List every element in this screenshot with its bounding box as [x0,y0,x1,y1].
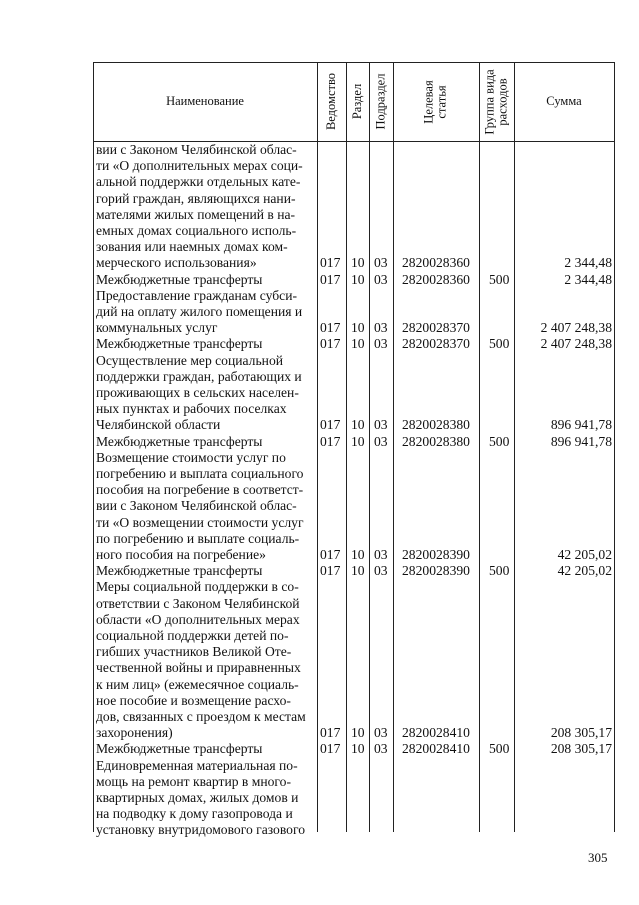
row-razdel: 10 [351,320,365,336]
row-vedomstvo: 017 [320,271,341,287]
row-name: квартирных домах, жилых домов и [96,790,299,805]
header-podrazdel-label: Подраздел [373,73,388,130]
row-name: к ним лиц» (ежемесячное социаль- [96,676,299,692]
row-razdel: 10 [351,255,365,271]
row-name: дий на оплату жилого помещения и [96,304,303,319]
row-podrazdel: 03 [374,336,388,352]
column-divider [369,62,370,832]
row-name: пособия на погребение в соответст- [96,482,304,498]
row-name: Межбюджетные трансферты [96,433,263,449]
header-podrazdel [369,62,393,141]
row-vedomstvo: 017 [320,336,341,352]
row-name: Межбюджетные трансферты [96,336,263,352]
row-name: Межбюджетные трансферты [96,271,263,287]
row-name: мощь на ремонт квартир в много- [96,773,291,789]
row-celevaya: 2820028370 [402,320,470,336]
row-name: Возмещение стоимости услуг по [96,449,286,465]
header-summa-label: Сумма [546,94,582,108]
row-name: альной поддержки отдельных кате- [96,174,301,190]
row-celevaya: 2820028410 [402,741,470,757]
table-border-right [614,62,615,832]
header-gruppa-label-2: расходов [495,77,510,126]
row-razdel: 10 [351,547,365,562]
header-razdel [346,62,369,141]
row-podrazdel: 03 [374,547,388,562]
row-razdel: 10 [351,725,365,741]
column-divider [317,62,318,832]
row-summa: 896 941,78 [550,417,612,433]
row-vedomstvo: 017 [320,741,341,757]
row-name: Межбюджетные трансферты [96,741,263,757]
row-vedomstvo: 017 [320,725,341,741]
row-name: ных пунктах и рабочих поселках [96,401,287,417]
row-name: ти «О возмещении стоимости услуг [96,514,304,530]
row-summa: 42 205,02 [557,563,612,579]
row-razdel: 10 [351,417,365,433]
row-name: вии с Законом Челябинской облас- [96,498,297,514]
column-divider [393,62,394,832]
row-summa: 2 344,48 [564,271,612,287]
row-summa: 208 305,17 [550,741,612,757]
header-gruppa-label-1: Группа вида [482,68,497,135]
row-name: Меры социальной поддержки в со- [96,579,299,595]
row-podrazdel: 03 [374,725,388,741]
row-podrazdel: 03 [374,433,388,449]
row-name: социальной поддержки детей по- [96,628,289,643]
row-name: Челябинской области [96,417,221,433]
row-name: проживающих в сельских населен- [96,385,299,400]
row-podrazdel: 03 [374,255,388,271]
row-vedomstvo: 017 [320,563,341,579]
row-name: по погребению и выплате социаль- [96,530,300,546]
row-podrazdel: 03 [374,320,388,336]
row-celevaya: 2820028360 [402,255,470,271]
row-name: Межбюджетные трансферты [96,563,263,579]
row-name: мерческого использования» [96,255,257,271]
row-razdel: 10 [351,271,365,287]
row-gruppa: 500 [489,563,510,579]
header-vedomstvo [317,62,346,141]
row-name: области «О дополнительных мерах [96,611,300,627]
row-gruppa: 500 [489,741,510,757]
row-summa: 2 344,48 [564,255,612,271]
row-summa: 2 407 248,38 [540,336,612,352]
row-name: чественной войны и приравненных [96,660,301,676]
row-name: ответствии с Законом Челябинской [96,595,300,611]
row-podrazdel: 03 [374,741,388,757]
row-vedomstvo: 017 [320,255,341,271]
row-name: Предоставление гражданам субси- [96,287,298,303]
row-podrazdel: 03 [374,271,388,287]
header-celevaya-label-1: Целевая [422,79,436,124]
budget-table [93,62,615,838]
row-celevaya: 2820028380 [402,433,470,449]
row-vedomstvo: 017 [320,320,341,336]
row-name: захоронения) [96,725,173,741]
row-celevaya: 2820028370 [402,336,470,352]
header-razdel-label: Раздел [350,83,365,120]
row-summa: 42 205,02 [557,547,612,562]
row-celevaya: 2820028360 [402,271,470,287]
row-name: на подводку к дому газопровода и [96,806,293,822]
row-name: ти «О дополнительных мерах соци- [96,158,303,174]
row-name: Единовременная материальная по- [96,757,298,773]
header-celevaya-label-2: статья [435,84,449,119]
header-celevaya [393,62,479,141]
row-razdel: 10 [351,563,365,579]
row-name: установку внутридомового газового [96,822,305,838]
row-gruppa: 500 [489,271,510,287]
row-name: ного пособия на погребение» [96,547,266,562]
row-name: гибших участников Великой Оте- [96,644,292,660]
row-summa: 2 407 248,38 [540,320,612,336]
header-name [93,62,317,141]
row-gruppa: 500 [489,336,510,352]
row-celevaya: 2820028410 [402,725,470,741]
row-razdel: 10 [351,433,365,449]
row-celevaya: 2820028390 [402,563,470,579]
row-name: погребению и выплата социального [96,466,304,481]
row-razdel: 10 [351,741,365,757]
row-name: поддержки граждан, работающих и [96,368,302,384]
row-vedomstvo: 017 [320,417,341,433]
row-name: емных домах социального исполь- [96,223,297,238]
header-summa [514,62,614,141]
row-name: горий граждан, являющихся нани- [96,190,296,206]
row-vedomstvo: 017 [320,433,341,449]
column-divider [479,62,480,832]
row-gruppa: 500 [489,433,510,449]
row-name: вии с Законом Челябинской облас- [96,142,297,157]
column-divider [346,62,347,832]
row-summa: 896 941,78 [550,433,612,449]
row-summa: 208 305,17 [550,725,612,741]
row-razdel: 10 [351,336,365,352]
header-vedomstvo-label: Ведомство [324,72,338,131]
row-name: Осуществление мер социальной [96,352,284,368]
row-podrazdel: 03 [374,417,388,433]
row-celevaya: 2820028380 [402,417,470,433]
page-number: 305 [588,850,608,865]
row-name: дов, связанных с проездом к местам [96,709,306,724]
table-border-left [93,62,94,832]
row-name: мателями жилых помещений в на- [96,206,296,222]
row-name: ное пособие и возмещение расхо- [96,692,291,708]
row-vedomstvo: 017 [320,547,341,562]
row-celevaya: 2820028390 [402,547,470,562]
row-podrazdel: 03 [374,563,388,579]
row-name: зования или наемных домах ком- [96,239,288,255]
row-name: коммунальных услуг [96,320,218,336]
header-gruppa [479,62,514,141]
column-divider [514,62,515,832]
header-name-label: Наименование [166,94,244,108]
